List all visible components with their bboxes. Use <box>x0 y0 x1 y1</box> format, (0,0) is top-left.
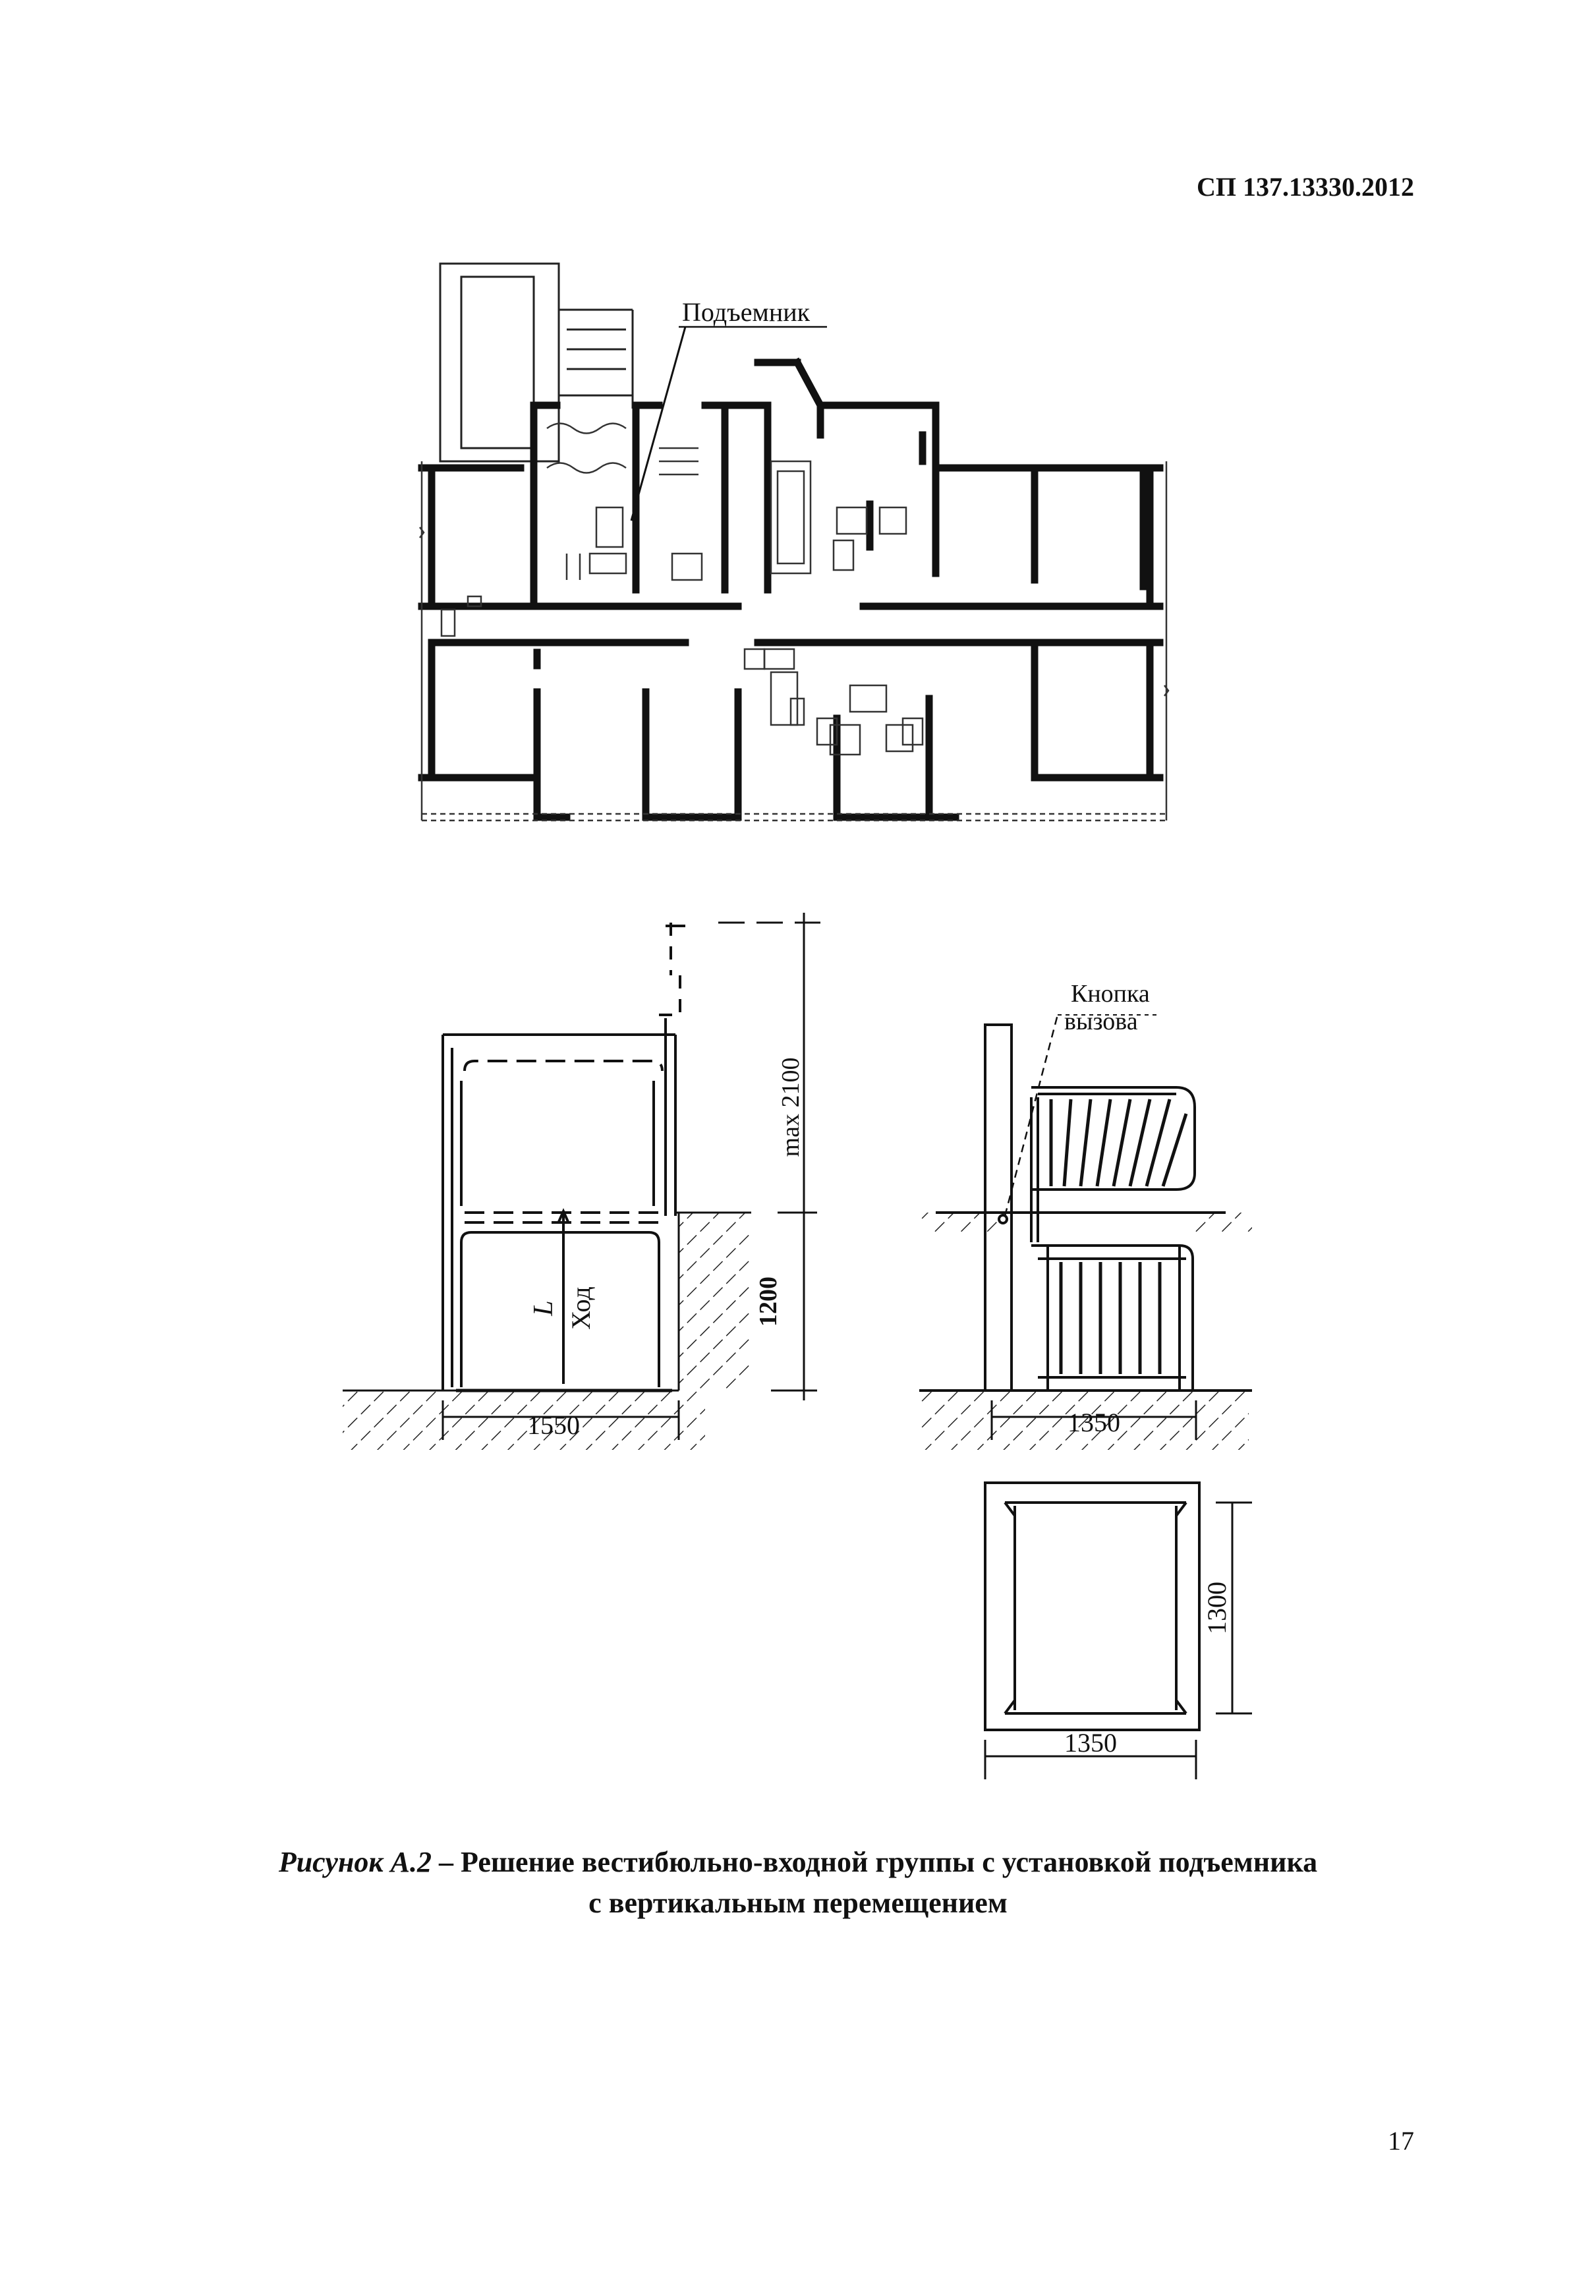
floor-plan <box>420 264 1168 820</box>
caption-text-1: Решение вестибюльно-входной группы с установкой подъемника <box>461 1846 1318 1878</box>
dimension-depth-top: 1300 <box>1202 1582 1232 1634</box>
caption-dash: – <box>432 1846 461 1878</box>
travel-label: Ход <box>566 1286 596 1330</box>
caption-line-1 <box>0 1842 1596 1883</box>
document-code: СП 137.13330.2012 <box>1197 172 1414 202</box>
lift-top-view <box>985 1483 1252 1779</box>
call-button-label-line2: вызова <box>1064 1008 1138 1035</box>
dimension-max-height: max 2100 <box>777 1057 805 1157</box>
call-button-icon <box>999 1215 1007 1223</box>
dimension-width-top: 1350 <box>1064 1728 1117 1758</box>
dimension-width-side: 1350 <box>1068 1408 1120 1437</box>
page-number: 17 <box>1388 2126 1414 2156</box>
caption-figure-label: Рисунок А.2 <box>278 1846 432 1878</box>
travel-symbol: L <box>528 1300 559 1316</box>
dimension-width-section: 1550 <box>527 1410 580 1440</box>
caption-line-2: с вертикальным перемещением <box>588 1887 1008 1919</box>
lift-section-view <box>343 913 820 1450</box>
figure-caption <box>0 1842 1596 1924</box>
plan-walls <box>422 362 1160 817</box>
call-button-label-line1: Кнопка <box>1071 980 1150 1008</box>
dimension-travel: 1200 <box>755 1277 782 1327</box>
lift-side-view <box>919 980 1252 1450</box>
lift-label: Подъемник <box>682 297 811 327</box>
